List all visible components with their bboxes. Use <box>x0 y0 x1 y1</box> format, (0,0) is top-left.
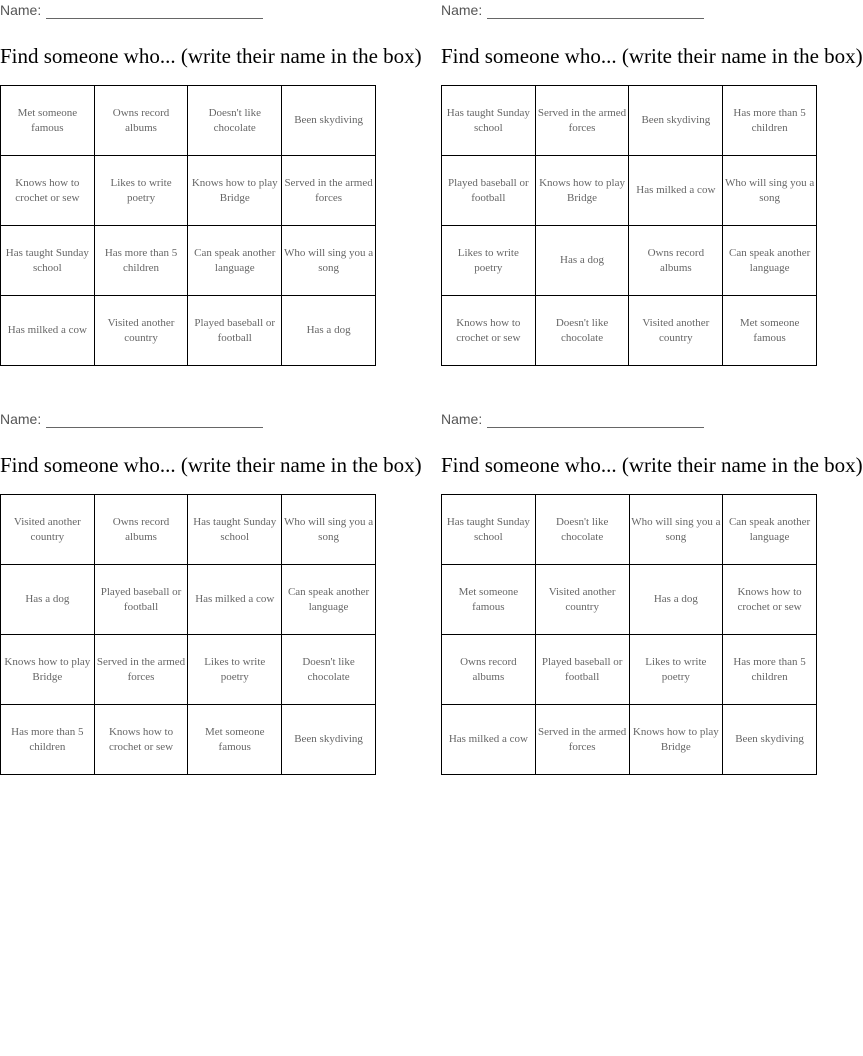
bingo-grid <box>441 85 817 366</box>
grid-cell: Likes to write poetry <box>188 635 282 705</box>
grid-cell: Has milked a cow <box>629 156 723 226</box>
grid-cell: Who will sing you a song <box>629 495 723 565</box>
grid-row <box>442 226 817 296</box>
grid-cell: Knows how to play Bridge <box>188 156 282 226</box>
grid-cell: Met someone famous <box>723 296 817 366</box>
grid-cell: Has a dog <box>535 226 629 296</box>
grid-row <box>442 635 817 705</box>
grid-cell: Who will sing you a song <box>723 156 817 226</box>
name-label: Name: <box>441 2 483 18</box>
grid-row <box>442 296 817 366</box>
grid-cell: Visited another country <box>1 495 95 565</box>
grid-cell: Played baseball or football <box>188 296 282 366</box>
grid-cell: Likes to write poetry <box>629 635 723 705</box>
grid-cell: Has more than 5 children <box>723 635 817 705</box>
name-blank-line <box>487 427 704 428</box>
grid-row <box>1 635 376 705</box>
grid-cell: Has more than 5 children <box>94 226 188 296</box>
grid-cell: Played baseball or football <box>442 156 536 226</box>
grid-cell: Can speak another language <box>188 226 282 296</box>
card-title: Find someone who... (write their name in the box) <box>0 44 422 68</box>
name-blank-line <box>487 18 704 19</box>
grid-cell: Met someone famous <box>1 86 95 156</box>
grid-cell: Visited another country <box>94 296 188 366</box>
grid-cell: Knows how to crochet or sew <box>442 296 536 366</box>
grid-cell: Been skydiving <box>282 705 376 775</box>
grid-cell: Played baseball or football <box>535 635 629 705</box>
grid-row <box>1 296 376 366</box>
grid-cell: Has milked a cow <box>1 296 95 366</box>
grid-cell: Who will sing you a song <box>282 495 376 565</box>
grid-row <box>1 565 376 635</box>
name-label: Name: <box>441 411 483 427</box>
grid-cell: Knows how to play Bridge <box>629 705 723 775</box>
grid-cell: Has taught Sunday school <box>442 86 536 156</box>
grid-cell: Owns record albums <box>629 226 723 296</box>
grid-cell: Knows how to play Bridge <box>1 635 95 705</box>
bingo-grid <box>0 494 376 775</box>
grid-cell: Owns record albums <box>94 495 188 565</box>
grid-cell: Been skydiving <box>629 86 723 156</box>
grid-cell: Who will sing you a song <box>282 226 376 296</box>
grid-cell: Has taught Sunday school <box>442 495 536 565</box>
card-title: Find someone who... (write their name in the box) <box>0 453 422 477</box>
grid-cell: Has taught Sunday school <box>1 226 95 296</box>
grid-cell: Served in the armed forces <box>535 86 629 156</box>
grid-cell: Visited another country <box>629 296 723 366</box>
grid-row <box>442 495 817 565</box>
grid-row <box>442 86 817 156</box>
grid-cell: Doesn't like chocolate <box>282 635 376 705</box>
grid-cell: Owns record albums <box>94 86 188 156</box>
grid-cell: Has milked a cow <box>442 705 536 775</box>
grid-cell: Likes to write poetry <box>94 156 188 226</box>
grid-cell: Knows how to crochet or sew <box>723 565 817 635</box>
grid-cell: Served in the armed forces <box>94 635 188 705</box>
grid-row <box>442 156 817 226</box>
name-blank-line <box>46 427 263 428</box>
grid-cell: Doesn't like chocolate <box>535 296 629 366</box>
grid-cell: Can speak another language <box>723 495 817 565</box>
grid-cell: Can speak another language <box>282 565 376 635</box>
grid-cell: Been skydiving <box>723 705 817 775</box>
grid-cell: Served in the armed forces <box>282 156 376 226</box>
card-title: Find someone who... (write their name in the box) <box>441 453 863 477</box>
grid-cell: Been skydiving <box>282 86 376 156</box>
grid-cell: Has a dog <box>282 296 376 366</box>
grid-row <box>442 565 817 635</box>
card-title: Find someone who... (write their name in the box) <box>441 44 863 68</box>
grid-cell: Has taught Sunday school <box>188 495 282 565</box>
grid-row <box>1 495 376 565</box>
grid-cell: Has milked a cow <box>188 565 282 635</box>
grid-row <box>1 226 376 296</box>
name-blank-line <box>46 18 263 19</box>
grid-cell: Has a dog <box>629 565 723 635</box>
grid-cell: Has more than 5 children <box>1 705 95 775</box>
grid-cell: Played baseball or football <box>94 565 188 635</box>
bingo-grid <box>0 85 376 366</box>
grid-row <box>1 86 376 156</box>
bingo-grid <box>441 494 817 775</box>
grid-cell: Doesn't like chocolate <box>188 86 282 156</box>
grid-cell: Has more than 5 children <box>723 86 817 156</box>
grid-row <box>1 156 376 226</box>
grid-cell: Knows how to crochet or sew <box>1 156 95 226</box>
grid-cell: Doesn't like chocolate <box>535 495 629 565</box>
grid-cell: Served in the armed forces <box>535 705 629 775</box>
name-label: Name: <box>0 411 42 427</box>
grid-cell: Met someone famous <box>188 705 282 775</box>
name-label: Name: <box>0 2 42 18</box>
grid-cell: Knows how to play Bridge <box>535 156 629 226</box>
grid-cell: Likes to write poetry <box>442 226 536 296</box>
grid-row <box>1 705 376 775</box>
grid-cell: Knows how to crochet or sew <box>94 705 188 775</box>
grid-cell: Can speak another language <box>723 226 817 296</box>
grid-cell: Owns record albums <box>442 635 536 705</box>
grid-row <box>442 705 817 775</box>
grid-cell: Met someone famous <box>442 565 536 635</box>
grid-cell: Visited another country <box>535 565 629 635</box>
grid-cell: Has a dog <box>1 565 95 635</box>
